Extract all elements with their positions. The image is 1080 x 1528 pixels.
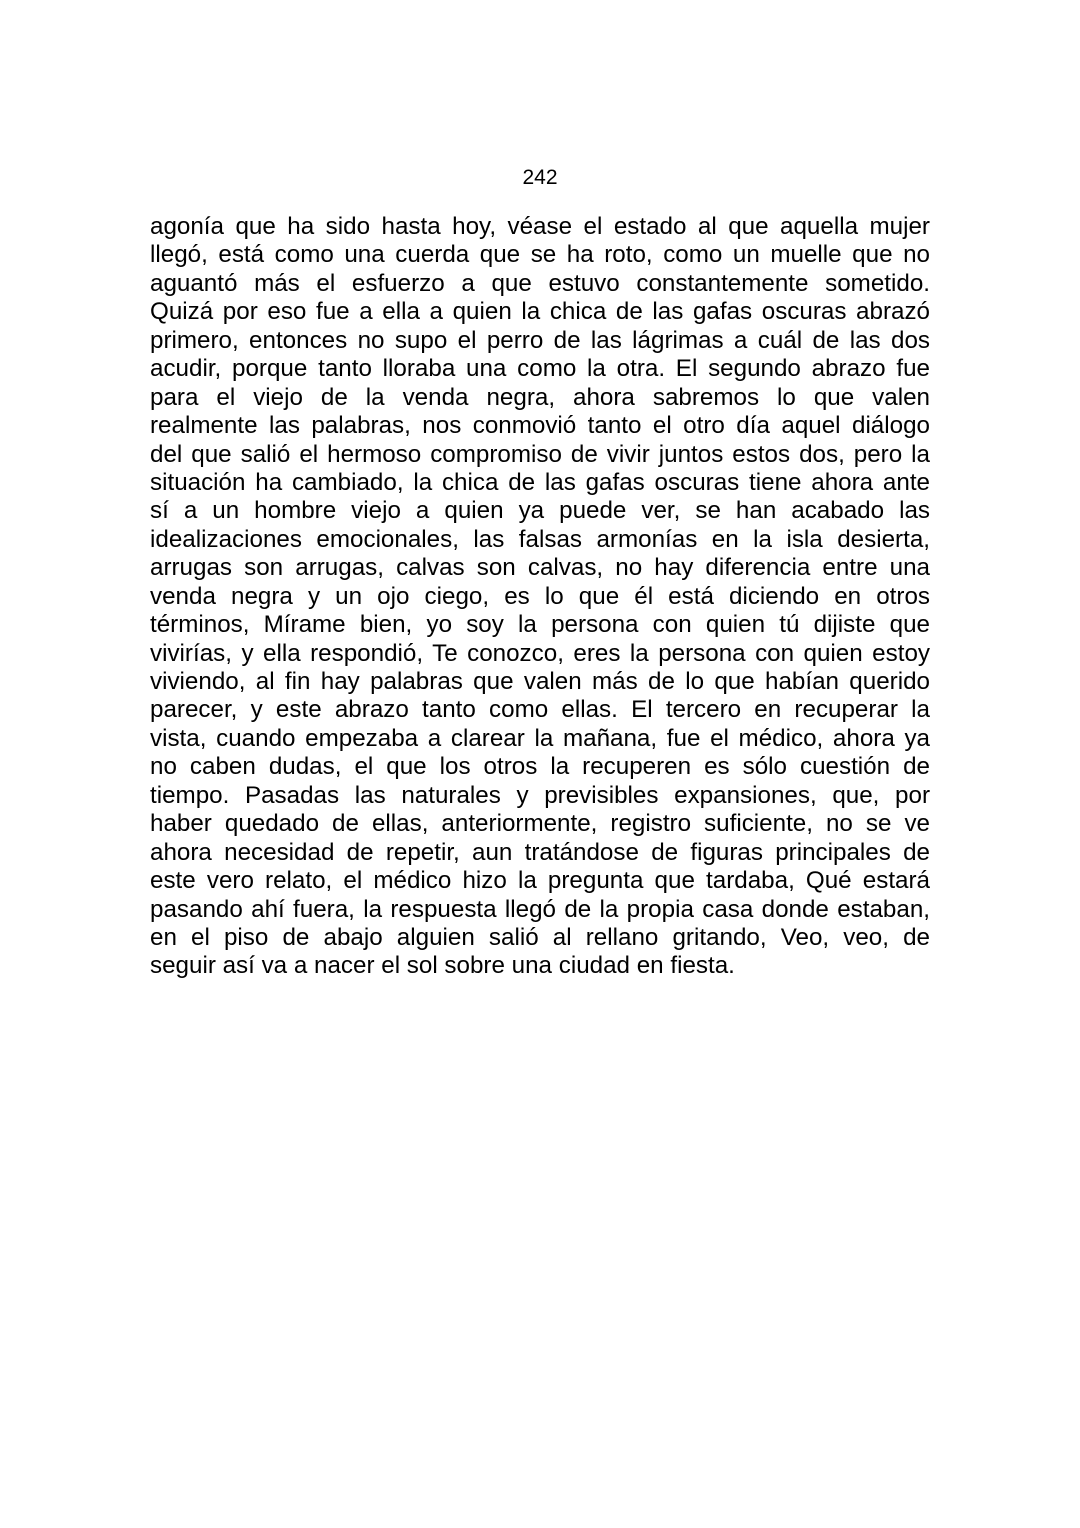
- text-line: pasando ahí fuera, la respuesta llegó de la propia casa donde estaban,: [150, 895, 930, 923]
- body-paragraph: [150, 213, 930, 981]
- text-line: este vero relato, el médico hizo la pregunta que tardaba, Qué estará: [150, 867, 930, 895]
- text-line: términos, Mírame bien, yo soy la persona con quien tú dijiste que: [150, 611, 930, 639]
- text-line: venda negra y un ojo ciego, es lo que él está diciendo en otros: [150, 582, 930, 610]
- text-line: no caben dudas, el que los otros la recuperen es sólo cuestión de: [150, 753, 930, 781]
- text-line: realmente las palabras, nos conmovió tanto el otro día aquel diálogo: [150, 412, 930, 440]
- text-line: Quizá por eso fue a ella a quien la chica de las gafas oscuras abrazó: [150, 298, 930, 326]
- text-line: viviendo, al fin hay palabras que valen más de lo que habían querido: [150, 668, 930, 695]
- text-line: llegó, está como una cuerda que se ha roto, como un muelle que no: [150, 241, 930, 269]
- text-line-last: seguir así va a nacer el sol sobre una ciudad en fiesta.: [150, 952, 735, 980]
- text-line: vista, cuando empezaba a clarear la mañana, fue el médico, ahora ya: [150, 724, 930, 752]
- text-line: en el piso de abajo alguien salió al rellano gritando, Veo, veo, de: [150, 923, 930, 951]
- text-line: arrugas son arrugas, calvas son calvas, no hay diferencia entre una: [150, 554, 930, 582]
- text-line: aguantó más el esfuerzo a que estuvo constantemente sometido.: [150, 269, 930, 297]
- page-number: 242: [522, 166, 558, 189]
- text-line: sí a un hombre viejo a quien ya puede ver, se han acabado las: [150, 497, 930, 525]
- text-line: parecer, y este abrazo tanto como ellas. El tercero en recuperar la: [150, 696, 930, 724]
- text-line: situación ha cambiado, la chica de las gafas oscuras tiene ahora ante: [150, 468, 930, 496]
- text-line: vivirías, y ella respondió, Te conozco, eres la persona con quien estoy: [150, 639, 930, 667]
- text-line: primero, entonces no supo el perro de las lágrimas a cuál de las dos: [150, 326, 930, 354]
- text-line: tiempo. Pasadas las naturales y previsibles expansiones, que, por: [150, 781, 930, 809]
- text-line: acudir, porque tanto lloraba una como la otra. El segundo abrazo fue: [150, 355, 930, 383]
- text-line: ahora necesidad de repetir, aun tratándose de figuras principales de: [150, 838, 930, 866]
- text-line: idealizaciones emocionales, las falsas armonías en la isla desierta,: [150, 525, 930, 553]
- text-line: haber quedado de ellas, anteriormente, registro suficiente, no se ve: [150, 810, 930, 838]
- text-line: para el viejo de la venda negra, ahora sabremos lo que valen: [150, 383, 930, 411]
- text-line: agonía que ha sido hasta hoy, véase el estado al que aquella mujer: [150, 213, 930, 240]
- text-line: del que salió el hermoso compromiso de vivir juntos estos dos, pero la: [150, 440, 930, 468]
